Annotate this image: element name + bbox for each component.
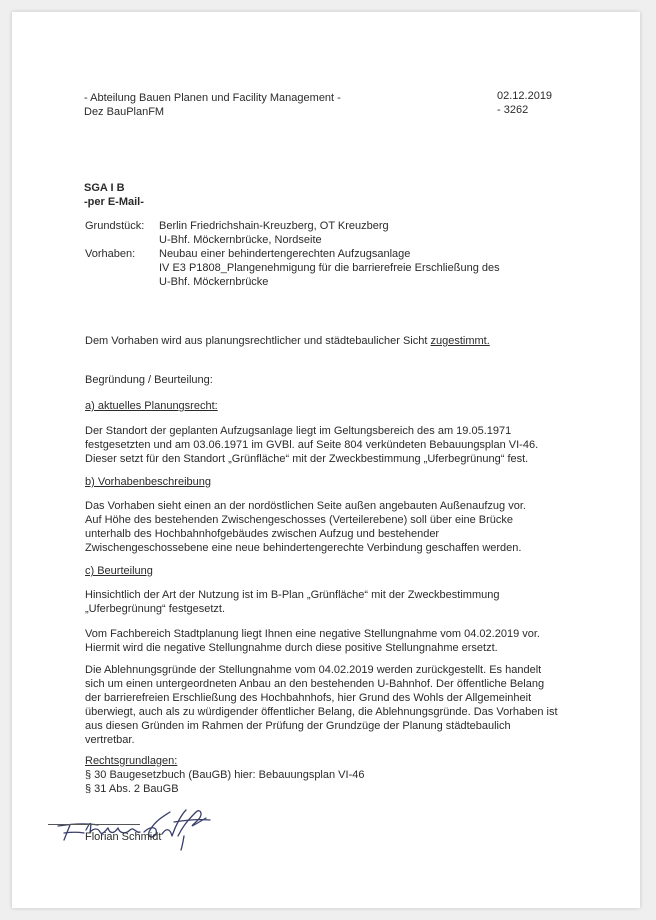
grundstueck-label: Grundstück:: [85, 220, 145, 232]
section-c-heading: c) Beurteilung: [85, 565, 153, 577]
legal-basis-line: § 30 Baugesetzbuch (BauGB) hier: Bebauungsplan VI-46: [85, 769, 365, 781]
section-c-line: der barrierefreien Erschließung des Hochbahnhofs, hier Grund des Wohls der Allgemeinheit: [85, 692, 532, 704]
section-b-line: Zwischengeschossebene eine neue behindertengerechte Verbindung geschaffen werden.: [85, 542, 522, 554]
grundstueck-line-2: U-Bhf. Möckernbrücke, Nordseite: [159, 234, 322, 246]
section-b-heading: b) Vorhabenbeschreibung: [85, 476, 211, 488]
section-c-line: aus diesen Gründen im Rahmen der Prüfung der Grundzüge der Planung städtebaulich: [85, 720, 511, 732]
legal-basis: [85, 754, 364, 796]
section-b-line: Auf Höhe des bestehenden Zwischengeschosses (Verteilerebene) soll über eine Brücke: [85, 514, 514, 526]
section-c-paragraph-3: [85, 663, 558, 747]
section-b-line: Das Vorhaben sieht einen an der nordöstlichen Seite außen angebauten Außenaufzug vor.: [85, 500, 526, 512]
section-c-line: Vom Fachbereich Stadtplanung liegt Ihnen eine negative Stellungnahme vom 04.02.2019 vor.: [85, 628, 540, 640]
section-c-paragraph-2: [85, 627, 540, 655]
vorhaben-line-3: U-Bhf. Möckernbrücke: [159, 276, 269, 288]
recipient: [84, 181, 144, 209]
section-a-line: Dieser setzt für den Standort „Grünfläche“ mit der Zweckbestimmung „Uferbegrünung“ fest.: [85, 453, 529, 465]
legal-basis-line: § 31 Abs. 2 BauGB: [85, 783, 179, 795]
section-c-paragraph-1: [85, 588, 499, 616]
legal-basis-heading: Rechtsgrundlagen:: [85, 755, 178, 767]
section-c-line: überwiegt, auch als zu würdigender öffentlicher Belang, die Ablehnungsgründe. Das Vorhaben ist: [85, 706, 558, 718]
grundstueck-line-1: Berlin Friedrichshain-Kreuzberg, OT Kreuzberg: [159, 220, 389, 232]
section-a-line: festgesetzten und am 03.06.1971 im GVBl. auf Seite 804 verkündeten Bebauungsplan VI-46.: [85, 439, 539, 451]
vorhaben-label: Vorhaben:: [85, 248, 136, 260]
section-c-line: „Uferbegrünung“ festgesetzt.: [85, 603, 226, 615]
section-b-line: unterhalb des Hochbahnhofgebäudes zwischen Aufzug und bestehender: [85, 528, 440, 540]
delivery-mode: -per E-Mail-: [84, 196, 144, 208]
document-meta: [497, 89, 552, 117]
section-c-line: Hinsichtlich der Art der Nutzung ist im B-Plan „Grünfläche“ mit der Zweckbestimmung: [85, 589, 500, 601]
subject-block: [12, 219, 640, 299]
vorhaben-line-1: Neubau einer behindertengerechten Aufzugsanlage: [159, 248, 411, 260]
department-line-2: Dez BauPlanFM: [84, 106, 165, 118]
document-page: [12, 12, 640, 908]
section-a-paragraph: [85, 424, 538, 466]
section-c-line: vertretbar.: [85, 734, 135, 746]
section-c-line: Die Ablehnungsgründe der Stellungnahme vom 04.02.2019 werden zurückgestellt. Es handelt: [85, 664, 542, 676]
begruendung-heading: Begründung / Beurteilung:: [85, 374, 213, 386]
signatory-name: Florian Schmidt: [85, 831, 162, 843]
decision-statement: [85, 334, 490, 348]
sender-department: [84, 91, 341, 119]
document-reference: - 3262: [497, 104, 529, 116]
section-c-line: sich um einen untergeordneten Anbau an den bestehenden U-Bahnhof. Der öffentliche Belang: [85, 678, 545, 690]
recipient-name: SGA I B: [84, 182, 125, 194]
decision-text: Dem Vorhaben wird aus planungsrechtlicher und städtebaulicher Sicht: [85, 335, 431, 347]
section-b-paragraph: [85, 499, 526, 555]
vorhaben-line-2: IV E3 P1808_Plangenehmigung für die barrierefreie Erschließung des: [159, 262, 500, 274]
section-a-line: Der Standort der geplanten Aufzugsanlage liegt im Geltungsbereich des am 19.05.1971: [85, 425, 512, 437]
section-a-heading: a) aktuelles Planungsrecht:: [85, 400, 218, 412]
decision-emphasis: zugestimmt.: [430, 335, 490, 347]
section-c-line: Hiermit wird die negative Stellungnahme durch diese positive Stellungnahme ersetzt.: [85, 642, 498, 654]
department-line-1: - Abteilung Bauen Planen und Facility Management -: [84, 92, 341, 104]
document-date: 02.12.2019: [497, 90, 553, 102]
signature-line: [48, 824, 140, 825]
